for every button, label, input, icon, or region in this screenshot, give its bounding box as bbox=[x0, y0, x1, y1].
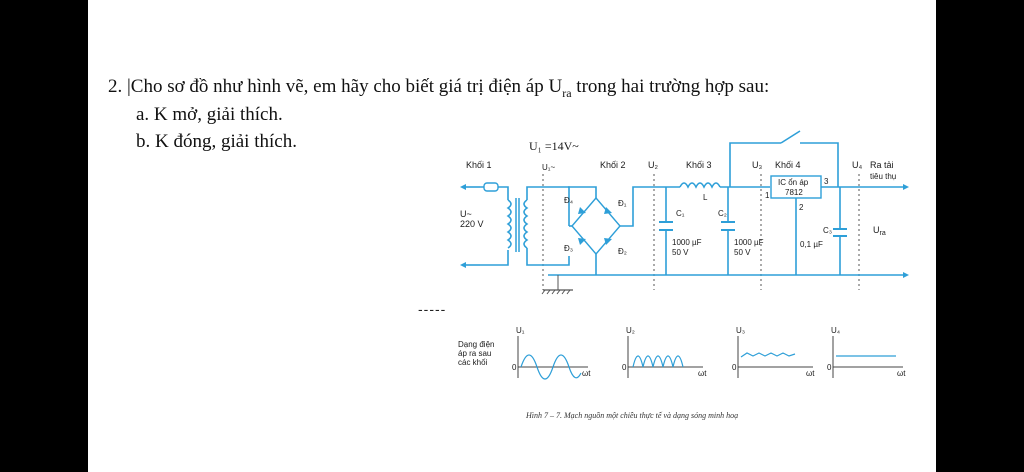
khoi3-label: Khối 3 bbox=[686, 160, 712, 170]
wave3-ripple bbox=[741, 353, 795, 357]
transformer-secondary-icon bbox=[524, 200, 527, 248]
ic-line1: IC ổn áp bbox=[778, 178, 809, 187]
wave-desc-1: Dạng điện bbox=[458, 340, 495, 349]
wave-desc-3: các khối bbox=[458, 358, 488, 367]
question-part-a: a. K mở, giải thích. bbox=[136, 104, 283, 125]
d4-label: Đ₄ bbox=[564, 196, 574, 205]
secondary-bottom-wire bbox=[527, 248, 569, 265]
c1-val1: 1000 µF bbox=[672, 238, 702, 247]
ground-rail bbox=[548, 254, 903, 275]
arrow-icon bbox=[903, 272, 909, 278]
ura-label: $U_{ra}$ bbox=[873, 225, 886, 237]
bridge-rectifier-icon bbox=[572, 198, 620, 254]
wave4-wt: ωt bbox=[897, 369, 906, 378]
arrow-icon bbox=[460, 262, 466, 268]
wave-desc-2: áp ra sau bbox=[458, 349, 492, 358]
input-v-label: 220 V bbox=[460, 219, 484, 229]
wave4-u-label: U₄ bbox=[831, 326, 841, 335]
arrow-icon bbox=[903, 184, 909, 190]
document-page bbox=[88, 0, 936, 472]
wave1-wt: ωt bbox=[582, 369, 591, 378]
arrow-icon bbox=[460, 184, 466, 190]
fuse-icon bbox=[484, 183, 498, 191]
wave2-wt: ωt bbox=[698, 369, 707, 378]
c1-val2: 50 V bbox=[672, 248, 689, 257]
l-label: L bbox=[703, 193, 708, 202]
wave1-zero: 0 bbox=[512, 363, 517, 372]
input-u-label: U~ bbox=[460, 209, 472, 219]
wave2-zero: 0 bbox=[622, 363, 627, 372]
ra-tai-label: Ra tải bbox=[870, 160, 894, 170]
question-title: 2. |Cho sơ đồ như hình vẽ, em hãy cho biết giá trị điện áp $U_{ra}$ trong hai trường hợp sau: bbox=[108, 76, 770, 100]
circuit-diagram bbox=[88, 0, 936, 472]
d2-label: Đ₂ bbox=[618, 247, 627, 256]
c3-val: 0,1 µF bbox=[800, 240, 823, 249]
wave3-u-label: U₃ bbox=[736, 326, 746, 335]
c2-val1: 1000 µF bbox=[734, 238, 764, 247]
khoi1-label: Khối 1 bbox=[466, 160, 492, 170]
figure-caption: Hình 7 – 7. Mạch nguồn một chiều thực tế và dạng sóng minh hoạ bbox=[526, 411, 739, 420]
c1-label: C₁ bbox=[676, 209, 685, 218]
d3-label: Đ₃ bbox=[564, 244, 574, 253]
secondary-top-wire bbox=[527, 187, 569, 200]
primary-wire bbox=[480, 187, 508, 265]
wave3-zero: 0 bbox=[732, 363, 737, 372]
u2-label: U₂ bbox=[648, 160, 658, 170]
separator: ----- bbox=[418, 301, 447, 317]
question-part-b: b. K đóng, giải thích. bbox=[136, 131, 297, 152]
c2-label: C₂ bbox=[718, 209, 727, 218]
tieu-thu-label: tiêu thụ bbox=[870, 172, 897, 181]
ic-pin1: 1 bbox=[765, 191, 770, 200]
khoi2-label: Khối 2 bbox=[600, 160, 626, 170]
switch-k-icon bbox=[781, 131, 800, 143]
transformer-primary-icon bbox=[508, 200, 511, 248]
u4-label: U₄ bbox=[852, 160, 863, 170]
ic-line2: 7812 bbox=[785, 188, 803, 197]
u3-label: U₃ bbox=[752, 160, 763, 170]
wave2-u-label: U₂ bbox=[626, 326, 635, 335]
inductor-icon bbox=[680, 183, 720, 187]
c2-val2: 50 V bbox=[734, 248, 751, 257]
d1-label: Đ₁ bbox=[618, 199, 627, 208]
u1-top-label: U₁ =14V~ bbox=[529, 139, 579, 153]
wave2-rectified bbox=[633, 356, 683, 367]
wave1-u-label: U₁ bbox=[516, 326, 525, 335]
wave3-wt: ωt bbox=[806, 369, 815, 378]
ic-pin3: 3 bbox=[824, 177, 829, 186]
wave4-zero: 0 bbox=[827, 363, 832, 372]
c3-label: C₃ bbox=[823, 226, 833, 235]
ic-pin2: 2 bbox=[799, 203, 804, 212]
khoi4-label: Khối 4 bbox=[775, 160, 801, 170]
u1-label: U₁~ bbox=[542, 163, 556, 172]
